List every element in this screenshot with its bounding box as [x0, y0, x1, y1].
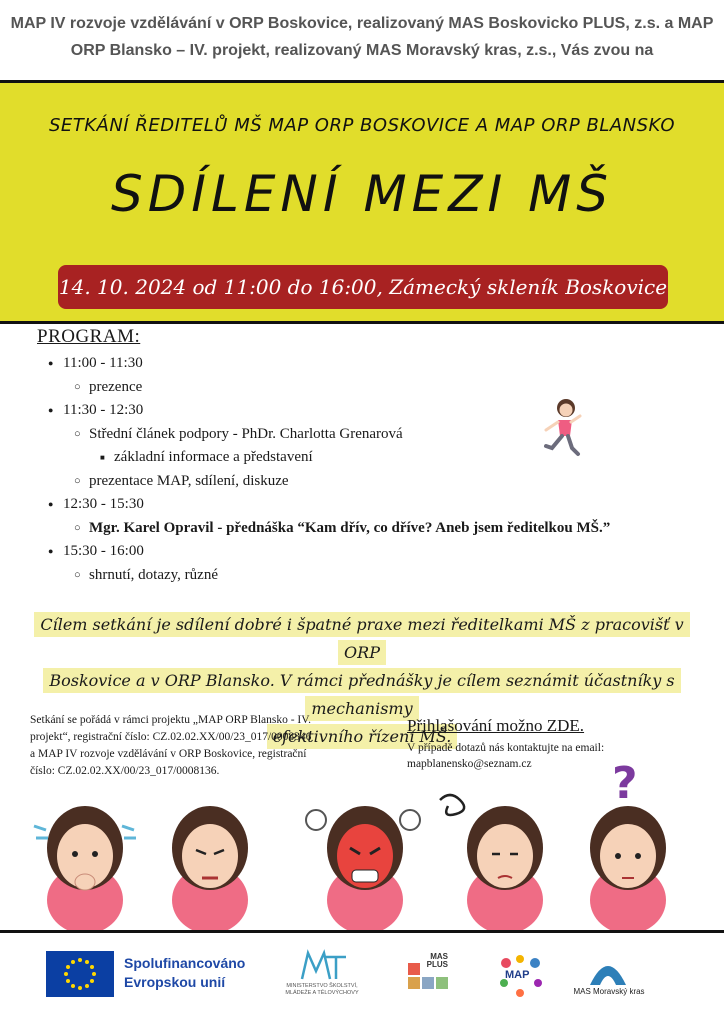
worried-face-illustration: [34, 806, 136, 930]
eu-flag-icon: [46, 951, 114, 997]
msmt-logo-text: [272, 983, 372, 997]
tangled-thought-face-illustration: [440, 795, 543, 930]
mas-moravsky-kras-text: MAS Moravský kras: [573, 987, 645, 996]
footnote-line: a MAP IV rozvoje vzdělávání v ORP Boskovice, registrační: [30, 748, 307, 760]
eu-line-1: Spolufinancováno: [124, 955, 246, 971]
invitation-header: [0, 10, 724, 64]
msmt-line-2: MLÁDEŽE A TĚLOVÝCHOVY: [285, 990, 359, 996]
event-title: SDÍLENÍ MEZI MŠ: [111, 165, 613, 223]
date-place-bar: [58, 265, 668, 309]
program-time-slot: ● 11:00 - 11:30: [30, 352, 690, 376]
eu-line-2: Evropskou unií: [124, 974, 226, 990]
mas-boskovicko-line-2: PLUS: [426, 960, 448, 969]
footer-divider: [0, 930, 724, 933]
event-subtitle: SETKÁNÍ ŘEDITELŮ MŠ MAP ORP BOSKOVICE A MAP ORP BLANSKO: [48, 115, 676, 136]
header-line-1: MAP IV rozvoje vzdělávání v ORP Boskovice, realizovaný MAS Boskovicko PLUS, z.s. a MAP: [10, 15, 714, 32]
mas-boskovicko-text: [422, 953, 448, 969]
program-item-lecture: ○ Mgr. Karel Opravil - přednáška “Kam dřív, co dříve? Aneb jsem ředitelkou MŠ.”: [30, 517, 690, 541]
registration-link[interactable]: Přihlašování možno ZDE.: [407, 716, 585, 735]
msmt-logo-icon: [300, 949, 348, 983]
program-time-slot: ● 12:30 - 15:30: [30, 493, 690, 517]
mas-boskovicko-line-1: MAS: [430, 952, 448, 961]
program-item: ○ shrnutí, dotazy, různé: [30, 564, 690, 588]
program-heading: PROGRAM:: [37, 326, 141, 347]
program-item: ○ prezentace MAP, sdílení, diskuze: [30, 470, 690, 494]
program-time-slot: ● 11:30 - 12:30: [30, 399, 690, 423]
header-line-2: ORP Blansko – IV. projekt, realizovaný MAS Moravský kras, z.s., Vás zvou na: [70, 42, 654, 59]
title-banner: [0, 80, 724, 324]
faces-illustration: [0, 760, 724, 930]
program-item: ○ Střední článek podpory - PhDr. Charlotta Grenarová: [30, 423, 690, 447]
running-girl-illustration: [540, 396, 584, 460]
logo-bar: [0, 935, 724, 1024]
map-logo-text: MAP: [505, 969, 530, 981]
goal-line-3: efektivního řízení MŠ.: [267, 724, 458, 749]
footnote-line: projekt“, registrační číslo: CZ.02.02.XX/00/23_017/0008346: [30, 731, 312, 743]
angry-face-illustration: [306, 806, 420, 930]
program-time-slot: ● 15:30 - 16:00: [30, 540, 690, 564]
footnote-line: Setkání se pořádá v rámci projektu „MAP ORP Blansko - IV.: [30, 714, 311, 726]
goal-line-2: Boskovice a v ORP Blansko. V rámci přednášky je cílem seznámit účastníky s mechanismy: [43, 668, 680, 721]
program-subitem: ■ základní informace a představení: [30, 446, 690, 470]
confused-face-illustration: [590, 760, 666, 930]
svg-text:?: ?: [612, 760, 638, 809]
footnote-line: číslo: CZ.02.02.XX/00/23_017/0008136.: [30, 765, 220, 777]
goal-line-1: Cílem setkání je sdílení dobré i špatné praxe mezi ředitelkami MŠ z pracovišť v ORP: [34, 612, 689, 665]
annoyed-face-illustration: [172, 806, 248, 930]
eu-cofunded-text: [124, 954, 245, 992]
contact-text: V případě dotazů nás kontaktujte na email:: [407, 742, 605, 754]
date-place-text: 14. 10. 2024 od 11:00 do 16:00, Zámecký skleník Boskovice: [58, 275, 668, 299]
program-item: ○ prezence: [30, 376, 690, 400]
mas-moravsky-kras-logo-icon: [588, 953, 628, 987]
program-list: [30, 352, 690, 587]
msmt-line-1: MINISTERSTVO ŠKOLSTVÍ,: [286, 983, 358, 989]
contact-email[interactable]: mapblanensko@seznam.cz: [407, 758, 532, 770]
